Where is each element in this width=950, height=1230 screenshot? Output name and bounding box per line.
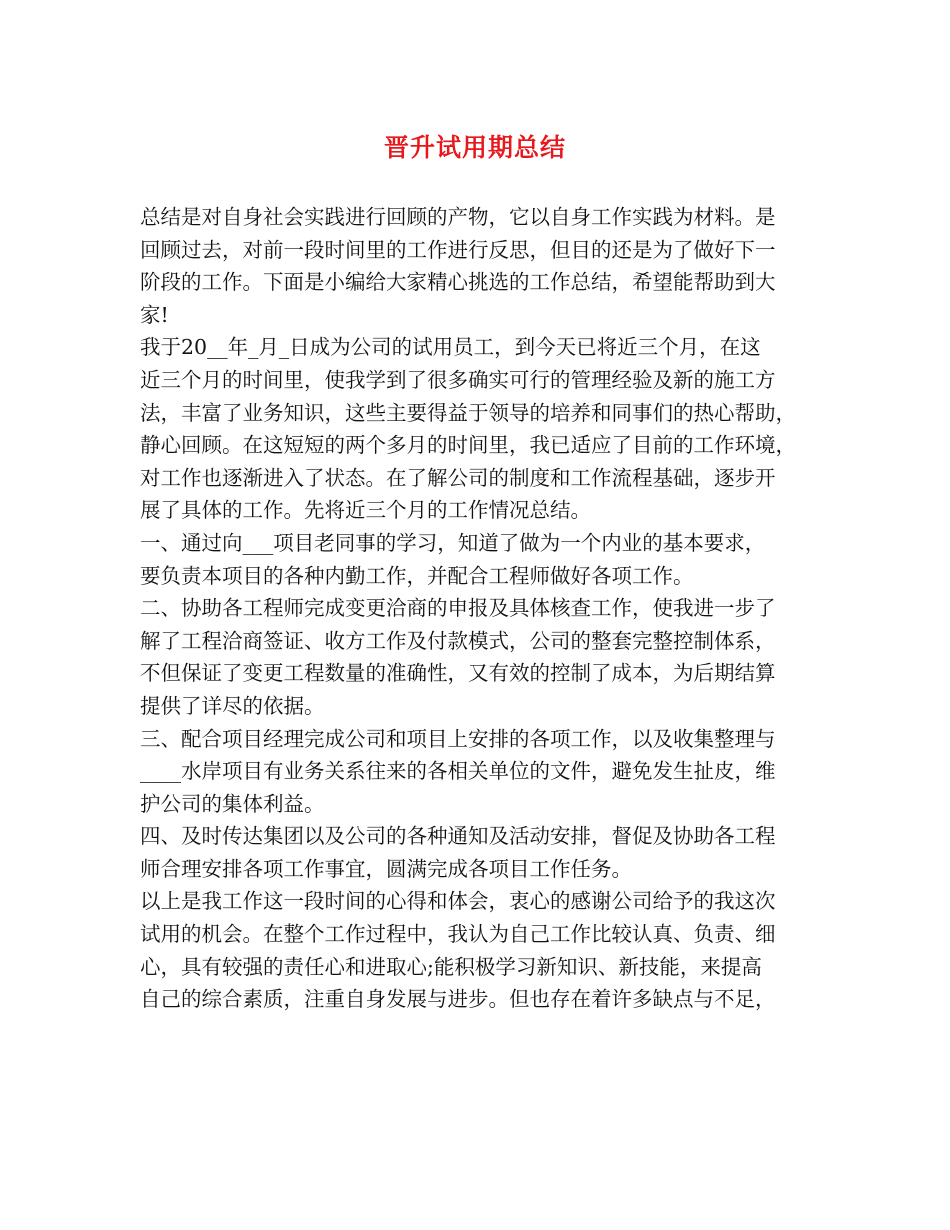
text-line: 近三个月的时间里，使我学到了很多确实可行的管理经验及新的施工方 xyxy=(140,367,776,392)
text-line: 四、及时传达集团以及公司的各种通知及活动安排，督促及协助各工程 xyxy=(140,824,776,849)
text-line: ____水岸项目有业务关系往来的各相关单位的文件，避免发生扯皮，维 xyxy=(140,759,776,784)
text-line: 我于20__年_月_日成为公司的试用员工，到今天已将近三个月，在这 xyxy=(140,335,761,360)
text-line: 师合理安排各项工作事宜，圆满完成各项目工作任务。 xyxy=(140,856,632,881)
text-line: 法，丰富了业务知识，这些主要得益于领导的培养和同事们的热心帮助， xyxy=(140,400,796,425)
text-line: 回顾过去，对前一段时间里的工作进行反思，但目的还是为了做好下一 xyxy=(140,237,776,262)
text-line: 二、协助各工程师完成变更洽商的申报及具体核查工作，使我进一步了 xyxy=(140,596,776,621)
text-line: 要负责本项目的各种内勤工作，并配合工程师做好各项工作。 xyxy=(140,563,694,588)
text-line: 自己的综合素质，注重自身发展与进步。但也存在着许多缺点与不足， xyxy=(140,987,776,1012)
text-line: 静心回顾。在这短短的两个多月的时间里，我已适应了目前的工作环境， xyxy=(140,433,796,458)
text-line: 阶段的工作。下面是小编给大家精心挑选的工作总结，希望能帮助到大 xyxy=(140,270,776,295)
document-body xyxy=(140,201,820,1016)
text-line: 试用的机会。在整个工作过程中，我认为自己工作比较认真、负责、细 xyxy=(140,922,776,947)
text-line: 三、配合项目经理完成公司和项目上安排的各项工作，以及收集整理与 xyxy=(140,726,776,751)
text-line: 不但保证了变更工程数量的准确性，又有效的控制了成本，为后期结算 xyxy=(140,661,776,686)
text-line: 家! xyxy=(140,302,169,327)
text-line: 总结是对自身社会实践进行回顾的产物，它以自身工作实践为材料。是 xyxy=(140,205,776,229)
document-title: 晋升试用期总结 xyxy=(383,133,566,162)
text-line: 提供了详尽的依据。 xyxy=(140,693,325,718)
text-line: 护公司的集体利益。 xyxy=(140,791,325,816)
text-line: 对工作也逐渐进入了状态。在了解公司的制度和工作流程基础，逐步开 xyxy=(140,465,776,490)
text-line: 以上是我工作这一段时间的心得和体会，衷心的感谢公司给予的我这次 xyxy=(140,889,776,914)
text-line: 展了具体的工作。先将近三个月的工作情况总结。 xyxy=(140,498,591,523)
text-line: 一、通过向___项目老同事的学习，知道了做为一个内业的基本要求， xyxy=(140,530,766,555)
text-line: 心，具有较强的责任心和进取心;能积极学习新知识、新技能，来提高 xyxy=(140,954,762,979)
text-line: 解了工程洽商签证、收方工作及付款模式，公司的整套完整控制体系， xyxy=(140,628,776,653)
